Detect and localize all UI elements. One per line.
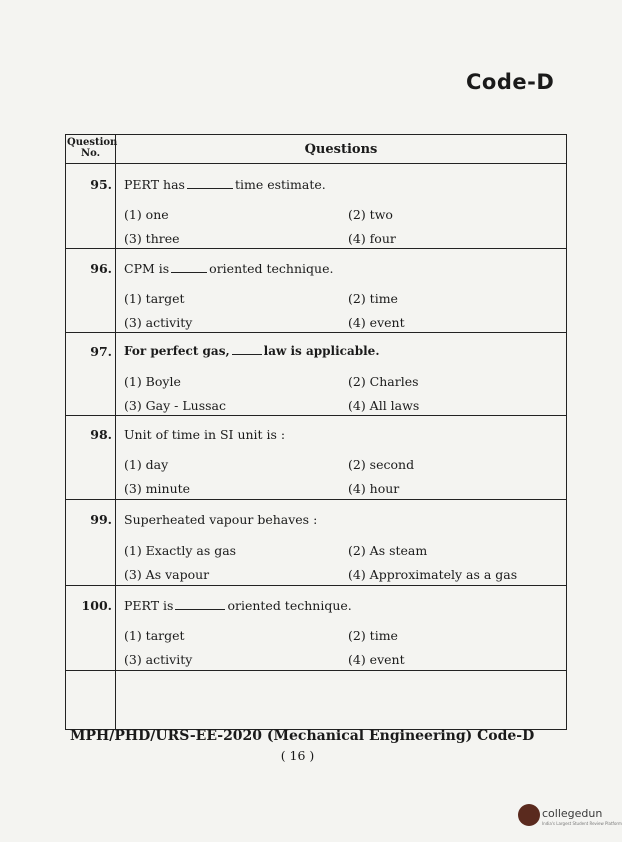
- option-4: (4) Approximately as a gas: [348, 567, 518, 582]
- option-2: (2) second: [348, 457, 415, 472]
- option-3: (3) As vapour: [124, 567, 210, 582]
- question-row: [66, 499, 566, 586]
- question-stem: Unit of time in SI unit is :: [124, 427, 286, 442]
- option-1: (1) day: [124, 457, 169, 472]
- question-number: 97.: [90, 344, 112, 359]
- option-3: (3) activity: [124, 315, 193, 330]
- question-row: [66, 585, 566, 671]
- option-2: (2) Charles: [348, 374, 419, 389]
- exam-footer: MPH/PHD/URS-EE-2020 (Mechanical Engineering) Code-D: [70, 728, 535, 744]
- option-1: (1) Boyle: [124, 374, 181, 389]
- option-4: (4) event: [348, 315, 405, 330]
- question-number: 95.: [90, 177, 112, 192]
- option-1: (1) one: [124, 207, 169, 222]
- question-stem: For perfect gas, law is applicable.: [124, 344, 380, 358]
- option-2: (2) time: [348, 628, 398, 643]
- collegedunia-logo: [518, 804, 622, 834]
- question-row: [66, 332, 566, 416]
- option-3: (3) three: [124, 231, 180, 246]
- option-3: (3) Gay - Lussac: [124, 398, 226, 413]
- question-number: 96.: [90, 261, 112, 276]
- question-number: 100.: [81, 598, 112, 613]
- option-1: (1) target: [124, 291, 185, 306]
- question-row: [66, 415, 566, 500]
- option-4: (4) four: [348, 231, 396, 246]
- option-4: (4) All laws: [348, 398, 420, 413]
- question-table: [65, 134, 567, 730]
- option-4: (4) event: [348, 652, 405, 667]
- question-stem: PERT is oriented technique.: [124, 598, 352, 613]
- question-stem: Superheated vapour behaves :: [124, 512, 318, 527]
- question-stem: CPM is oriented technique.: [124, 261, 334, 276]
- option-2: (2) time: [348, 291, 398, 306]
- question-number: 98.: [90, 427, 112, 442]
- header-questions: Questions: [304, 142, 378, 157]
- option-2: (2) As steam: [348, 543, 428, 558]
- option-3: (3) minute: [124, 481, 191, 496]
- question-number: 99.: [90, 512, 112, 527]
- student-icon: [518, 804, 540, 826]
- question-stem: PERT has time estimate.: [124, 177, 326, 192]
- question-row: [66, 163, 566, 249]
- option-4: (4) hour: [348, 481, 400, 496]
- logo-tagline: India's Largest Student Review Platform: [542, 821, 622, 826]
- option-2: (2) two: [348, 207, 393, 222]
- table-header: [66, 135, 566, 164]
- option-3: (3) activity: [124, 652, 193, 667]
- option-1: (1) Exactly as gas: [124, 543, 237, 558]
- option-1: (1) target: [124, 628, 185, 643]
- question-row: [66, 248, 566, 333]
- logo-text: collegedun: [542, 807, 603, 820]
- paper-code: Code-D: [466, 70, 555, 94]
- header-question-no: Question No.: [67, 137, 118, 159]
- page-number: ( 16 ): [280, 748, 315, 763]
